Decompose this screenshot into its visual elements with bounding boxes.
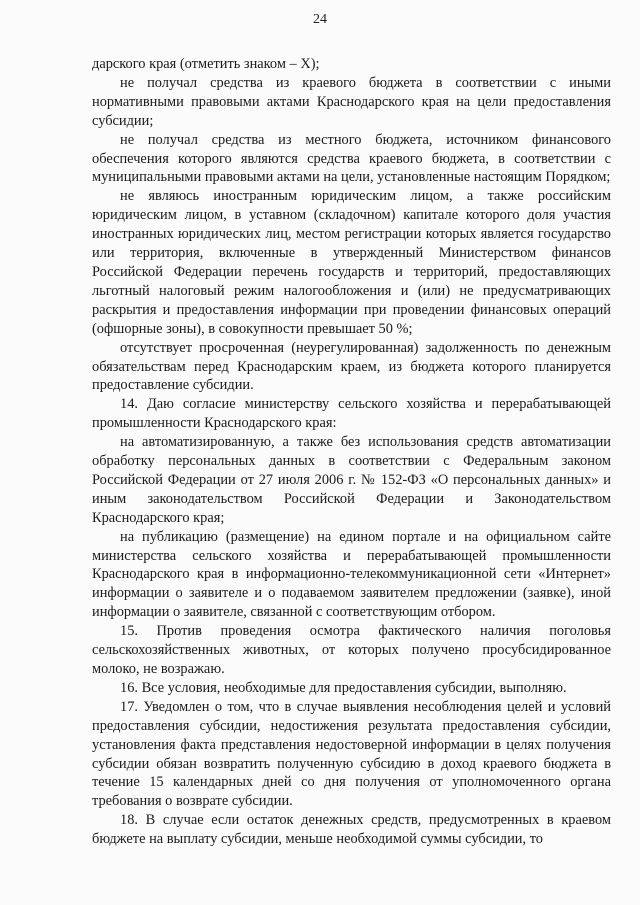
paragraph-item-17: 17. Уведомлен о том, что в случае выявления несоблюдения целей и условий предоставления субсидии, недостижения результата предоставления субсидии, установления факта представления недостоверной информации в целях получения субсидии обязан возвратить полученную субсидию в доход краевого бюджета в течение 15 календарных дней со дня получения от уполномоченного органа требования о возврате субсидии. <box>92 698 611 810</box>
paragraph-no-regional-funds: не получал средства из краевого бюджета в соответствии с иными нормативными правовыми актами Краснодарского края на цели предоставления субсидии; <box>92 74 611 129</box>
paragraph-region-continuation: дарского края (отметить знаком – X); <box>92 56 320 72</box>
paragraph-no-local-funds: не получал средства из местного бюджета, источником финансового обеспечения которого являются средства краевого бюджета, в соответствии с муниципальными правовыми актами на цели, установленные настоящим Порядком; <box>92 131 611 186</box>
document-body <box>92 55 611 849</box>
paragraph-no-overdue-debt: отсутствует просроченная (неурегулированная) задолженность по денежным обязательствам перед Краснодарским краем, из бюджета которого планируется предоставление субсидии. <box>92 339 611 394</box>
paragraph-item-16: 16. Все условия, необходимые для предоставления субсидии, выполняю. <box>120 679 567 696</box>
paragraph-item-18: 18. В случае если остаток денежных средств, предусмотренных в краевом бюджете на выплату субсидии, меньше необходимой суммы субсидии, то <box>92 812 611 848</box>
paragraph-publication-consent: на публикацию (размещение) на едином портале и на официальном сайте министерства сельского хозяйства и перерабатывающей промышленности Краснодарского края в информационно-телекоммуникационной сети «Интернет» информации о заявителе и о подаваемом заявителем предложении (заявке), иной информации о заявителе, связанной с соответствующим отбором. <box>92 528 611 621</box>
paragraph-not-foreign-entity: не являюсь иностранным юридическим лицом, а также российским юридическим лицом, в уставном (складочном) капитале которого доля участия иностранных юридических лиц, местом регистрации которых является государство или территория, включенные в утвержденный Министерством финансов Российской Федерации перечень государств и территорий, предоставляющих льготный налоговый режим налогообложения и (или) не предусматривающих раскрытия и предоставления информации при проведении финансовых операций (офшорные зоны), в совокупности превышает 50 %; <box>92 188 611 337</box>
page-number: 24 <box>313 12 327 27</box>
paragraph-item-14: 14. Даю согласие министерству сельского хозяйства и перерабатывающей промышленности Краснодарского края: <box>92 396 611 432</box>
paragraph-data-processing-consent: на автоматизированную, а также без использования средств автоматизации обработку персональных данных в соответствии с Федеральным законом Российской Федерации от 27 июля 2006 г. № 152-ФЗ «О персональных данных» и иным законодательством Российской Федерации и Законодательством Краснодарского края; <box>92 434 611 526</box>
paragraph-item-15: 15. Против проведения осмотра фактического наличия поголовья сельскохозяйственных животных, от которых получено просубсидированное молоко, не возражаю. <box>92 623 611 677</box>
